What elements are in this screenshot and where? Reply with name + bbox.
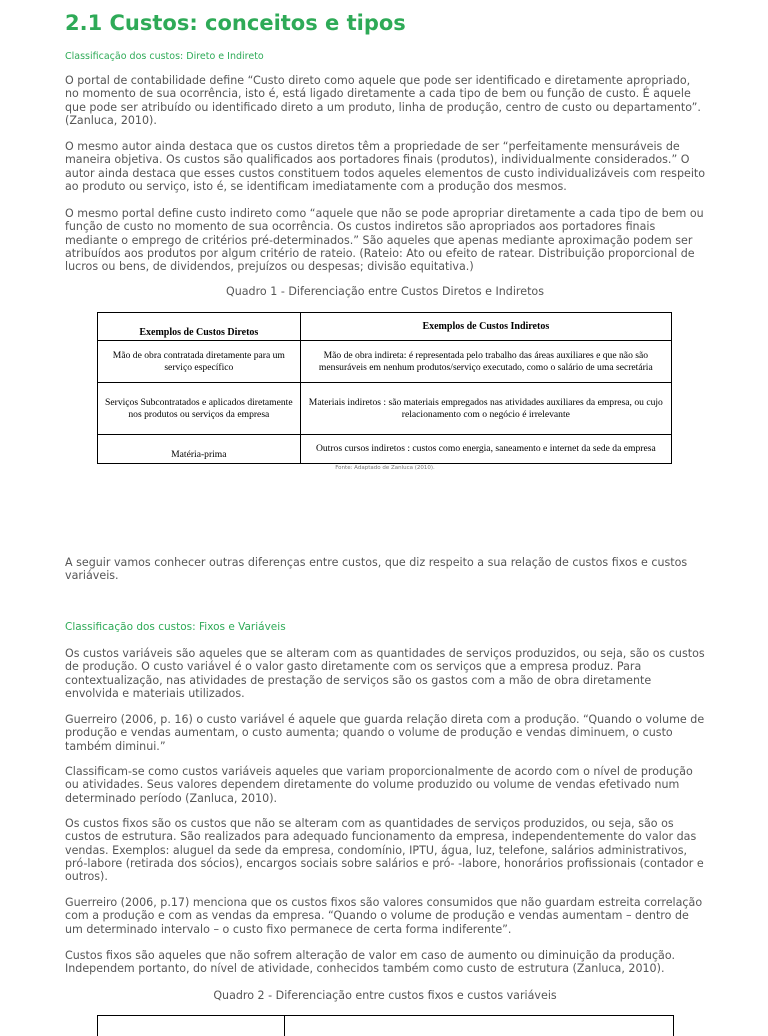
quadro2-caption: Quadro 2 - Diferenciação entre custos fixos e custos variáveis [213, 989, 557, 1002]
table-cell: Mão de obra indireta: é representada pelo trabalho das áreas auxiliares e que não são mensuráveis em nenhum produtos/serviço executado, como o salário de uma secretária [300, 341, 671, 383]
table-row [98, 435, 672, 464]
paragraph: O mesmo portal define custo indireto como “aquele que não se pode apropriar diretamente a cada tipo de bem ou função de custo no momento de sua ocorrência. Os custos indiretos são apropriados aos portadores finais mediante o emprego de critérios pré-determinados.” São aqueles que apenas mediante aproximação podem ser atribuídos aos produtos por algum critério de rateio. (Rateio: Ato ou efeito de ratear. Distribuição proporcional de lucros ou bens, de dividendos, prejuízos ou despesas; divisão equitativa.) [65, 207, 704, 274]
quadro1-source: Fonte: Adaptado de Zanluca (2010). [335, 465, 435, 471]
table-cell: Matéria-prima [98, 435, 301, 464]
paragraph: Os custos fixos são os custos que não se alteram com as quantidades de serviços produzidos, ou seja, são os custos de estrutura. São realizados para adequado funcionamento da empresa, independentemente do valor das vendas. Exemplos: aluguel da sede da empresa, condomínio, IPTU, água, luz, telefone, salários administrativos, pró-labore (retirada dos sócios), encargos sociais sobre salários e pró- -labore, honorários profissionais (contador e outros). [65, 817, 704, 884]
quadro1-caption: Quadro 1 - Diferenciação entre Custos Diretos e Indiretos [226, 285, 544, 298]
quadro2-table [97, 1015, 674, 1036]
paragraph: O mesmo autor ainda destaca que os custos diretos têm a propriedade de ser “perfeitamente mensuráveis de maneira objetiva. Os custos são qualificados aos portadores finais (produtos), individualmente considerados.” O autor ainda destaca que esses custos constituem todos aqueles elementos de custo individualizáveis com respeito ao produto ou serviço, isto é, se identificam imediatamente com a produção dos mesmos. [65, 140, 706, 193]
paragraph: Guerreiro (2006, p.17) menciona que os custos fixos são valores consumidos que não guardam estreita correlação com a produção e com as vendas da empresa. “Quando o volume de produção e vendas aumentam – dentro de um determinado intervalo – o custo fixo permanece de certa forma indiferente”. [65, 896, 703, 936]
quadro1-table [97, 312, 672, 464]
table-cell: Mão de obra contratada diretamente para um serviço específico [98, 341, 301, 383]
paragraph: Classificam-se como custos variáveis aqueles que variam proporcionalmente de acordo com o nível de produção ou atividades. Seus valores dependem diretamente do volume produzido ou volume de vendas efetivado num determinado período (Zanluca, 2010). [65, 765, 693, 805]
table-row [98, 383, 672, 435]
paragraph: O portal de contabilidade define “Custo direto como aquele que pode ser identificado e diretamente apropriado, no momento de sua ocorrência, isto é, está ligado diretamente a cada tipo de bem ou função de custo. É aquele que pode ser atribuído ou identificado direto a um produto, linha de produção, centro de custo ou departamento”. (Zanluca, 2010). [65, 74, 701, 127]
subheading-fixos-variaveis: Classificação dos custos: Fixos e Variáveis [65, 621, 286, 633]
table-cell: Materiais indiretos : são materiais empregados nas atividades auxiliares da empresa, ou cujo relacionamento com o negócio é irrelevante [300, 383, 671, 435]
table-row [98, 341, 672, 383]
paragraph: Guerreiro (2006, p. 16) o custo variável é aquele que guarda relação direta com a produção. “Quando o volume de produção e vendas aumentam, o custo aumenta; quando o volume de produção e vendas diminuem, o custo também diminui.” [65, 713, 705, 753]
subheading-direto-indireto: Classificação dos custos: Direto e Indireto [65, 51, 264, 62]
table-cell: Serviços Subcontratados e aplicados diretamente nos produtos ou serviços da empresa [98, 383, 301, 435]
table-header: Exemplos de Custos Diretos [98, 313, 301, 341]
table-header: Exemplos de Custos Indiretos [300, 313, 671, 341]
paragraph: A seguir vamos conhecer outras diferenças entre custos, que diz respeito a sua relação de custos fixos e custos variáveis. [65, 556, 688, 583]
paragraph: Custos fixos são aqueles que não sofrem alteração de valor em caso de aumento ou diminuição da produção. Independem portanto, do nível de atividade, conhecidos também como custo de estrutura (Zanluca, 2010). [65, 949, 675, 976]
paragraph: Os custos variáveis são aqueles que se alteram com as quantidades de serviços produzidos, ou seja, são os custos de produção. O custo variável é o valor gasto diretamente com os serviços que a empresa produz. Para contextualização, nas atividades de prestação de serviços são os gastos com a mão de obra diretamente envolvida e materiais utilizados. [65, 647, 705, 700]
page-title: 2.1 Custos: conceitos e tipos [65, 11, 406, 35]
table-cell: Outros cursos indiretos : custos como energia, saneamento e internet da sede da empresa [300, 435, 671, 464]
quadro2-column-divider [284, 1016, 285, 1036]
